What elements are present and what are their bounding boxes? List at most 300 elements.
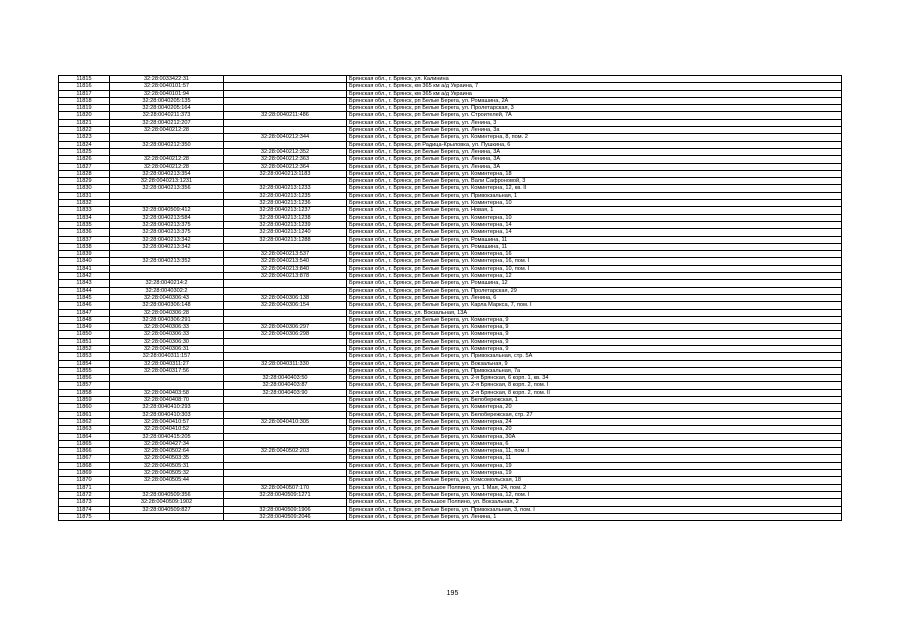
table-row [59,404,842,411]
object-number-cell [224,338,347,345]
table-row [59,353,842,360]
table-row [59,426,842,433]
row-number-cell: 11820 [59,112,110,119]
address-cell: Брянская обл., г. Брянск, рп Белые Берега, ул. Коминтерна, 6 [347,440,842,447]
address-cell: Брянская обл., г. Брянск, рп Белые Берега, ул. Привокзальная, 3, пом. I [347,506,842,513]
object-number-cell [224,462,347,469]
address-cell: Брянская обл., г. Брянск, рп Белые Берега, ул. Коминтерна, 9 [347,338,842,345]
object-number-cell: 32:28:0040213:1235 [224,192,347,199]
row-number-cell: 11822 [59,127,110,134]
address-cell: Брянская обл., г. Брянск, рп Белые Берега, ул. Вокзальная, 9 [347,360,842,367]
table-row [59,440,842,447]
object-number-cell: 32:28:0040502:203 [224,448,347,455]
address-cell: Брянская обл., г. Брянск, рп Белые Берега, ул. Коминтерна, 16 [347,251,842,258]
cadastral-number-cell: 32:28:0040306:148 [110,302,224,309]
object-number-cell: 32:28:0040306:138 [224,294,347,301]
address-cell: Брянская обл., г. Брянск, рп Белые Берега, ул. Ленина, 3А [347,156,842,163]
cadastral-number-cell: 32:28:0040213:352 [110,258,224,265]
table-row [59,112,842,119]
cadastral-number-cell: 32:28:0040212:28 [110,156,224,163]
address-cell: Брянская обл., г. Брянск, рп Белые Берега, ул. Коминтерна, 10 [347,214,842,221]
row-number-cell: 11862 [59,418,110,425]
object-number-cell [224,470,347,477]
cadastral-number-cell: 32:28:0040505:32 [110,470,224,477]
row-number-cell: 11859 [59,397,110,404]
row-number-cell: 11865 [59,440,110,447]
table-row [59,411,842,418]
row-number-cell: 11867 [59,455,110,462]
object-number-cell [224,119,347,126]
address-cell: Брянская обл., г. Брянск, рп Белые Берега, ул. Коминтерна, 8, пом. 2 [347,134,842,141]
registry-sheet [58,75,835,521]
object-number-cell [224,411,347,418]
table-row [59,273,842,280]
address-cell: Брянская обл., г. Брянск, рп Белые Берега, ул. 2-я Брянская, 8 корп. 2, пом. I [347,382,842,389]
cadastral-number-cell: 32:28:0040509:1902 [110,499,224,506]
table-row [59,229,842,236]
cadastral-number-cell: 32:28:0040311:27 [110,360,224,367]
row-number-cell: 11872 [59,491,110,498]
object-number-cell [224,345,347,352]
cadastral-number-cell: 32:28:0040212:207 [110,119,224,126]
table-row [59,119,842,126]
cadastral-number-cell: 32:28:0040408:70 [110,397,224,404]
address-cell: Брянская обл., г. Брянск, рп Белые Берега, ул. Коминтерна, 16, пом. I [347,258,842,265]
page-number: 195 [446,590,459,597]
address-cell: Брянская обл., г. Брянск, рп Белые Берега, ул. Ромашина, 12 [347,280,842,287]
cadastral-number-cell: 32:28:0040212:28 [110,127,224,134]
object-number-cell [224,105,347,112]
table-row [59,302,842,309]
table-row [59,280,842,287]
address-cell: Брянская обл., г. Брянск, рп Белые Берега, ул. Пролетарская, 3 [347,105,842,112]
cadastral-number-cell: 32:28:0040505:44 [110,477,224,484]
cadastral-number-cell: 32:28:0040306:33 [110,331,224,338]
row-number-cell: 11842 [59,273,110,280]
object-number-cell [224,455,347,462]
address-cell: Брянская обл., г. Брянск, рп Белые Берега, ул. Коминтерна, 9 [347,331,842,338]
cadastral-number-cell: 32:28:0040509:827 [110,506,224,513]
cadastral-number-cell [110,265,224,272]
object-number-cell: 32:28:0040306:154 [224,302,347,309]
object-number-cell [224,353,347,360]
cadastral-number-cell: 32:28:0040410:52 [110,426,224,433]
cadastral-number-cell: 32:28:0040410:293 [110,404,224,411]
cadastral-number-cell: 32:28:0040503:35 [110,455,224,462]
table-row [59,97,842,104]
table-row [59,338,842,345]
cadastral-number-cell: 32:28:0040306:33 [110,324,224,331]
table-row [59,178,842,185]
object-number-cell: 32:28:0040213:540 [224,258,347,265]
object-number-cell: 32:28:0040213:1183 [224,170,347,177]
row-number-cell: 11851 [59,338,110,345]
row-number-cell: 11829 [59,178,110,185]
object-number-cell [224,287,347,294]
address-cell: Брянская обл., г. Брянск, рп Белые Берега, ул. Вали Сафроновой, 3 [347,178,842,185]
address-cell: Брянская обл., г. Брянск, рп Белые Берега, ул. Ромашина, 11 [347,243,842,250]
address-cell: Брянская обл., г. Брянск, рп Белые Берега, ул. Карла Маркса, 7, пом. I [347,302,842,309]
table-row [59,418,842,425]
cadastral-number-cell [110,513,224,520]
cadastral-number-cell: 32:28:0040317:56 [110,367,224,374]
address-cell: Брянская обл., г. Брянск, рп Белые Берега, ул. Коминтерна, 20 [347,404,842,411]
table-row [59,258,842,265]
row-number-cell: 11819 [59,105,110,112]
cadastral-number-cell: 32:28:0040214:2 [110,280,224,287]
object-number-cell: 32:28:0040213:878 [224,273,347,280]
object-number-cell: 32:28:0040213:1238 [224,214,347,221]
table-row [59,470,842,477]
table-row [59,316,842,323]
cadastral-number-cell: 32:28:0040205:164 [110,105,224,112]
table-row [59,287,842,294]
cadastral-number-cell [110,251,224,258]
cadastral-number-cell: 32:28:0040509:412 [110,207,224,214]
table-row [59,375,842,382]
object-number-cell: 32:28:0040403:87 [224,382,347,389]
address-cell: Брянская обл., г. Брянск, рп Радица-Крыловка, ул. Пушкина, 6 [347,141,842,148]
row-number-cell: 11845 [59,294,110,301]
object-number-cell [224,426,347,433]
object-number-cell: 32:28:0040403:50 [224,375,347,382]
table-row [59,185,842,192]
object-number-cell: 32:28:0040306:298 [224,331,347,338]
row-number-cell: 11835 [59,221,110,228]
cadastral-number-cell: 32:28:0040502:64 [110,448,224,455]
address-cell: Брянская обл., г. Брянск, рп Белые Берега, ул. Коминтерна, 12 [347,273,842,280]
row-number-cell: 11815 [59,76,110,83]
address-cell: Брянская обл., г. Брянск, рп Белые Берега, ул. Ленина, 6 [347,294,842,301]
row-number-cell: 11844 [59,287,110,294]
row-number-cell: 11818 [59,97,110,104]
address-cell: Брянская обл., г. Брянск, рп Белые Берега, ул. Пролетарская, 29 [347,287,842,294]
object-number-cell: 32:28:0040212:363 [224,156,347,163]
cadastral-number-cell: 32:28:0040205:135 [110,97,224,104]
address-cell: Брянская обл., г. Брянск, км 365 км а/д Украина, 7 [347,83,842,90]
cadastral-number-cell: 32:28:0040213:375 [110,229,224,236]
row-number-cell: 11850 [59,331,110,338]
row-number-cell: 11836 [59,229,110,236]
table-row [59,83,842,90]
address-cell: Брянская обл., г. Брянск, рп Белые Берега, ул. Привокзальная, 7а [347,367,842,374]
cadastral-number-cell: 32:28:0040211:373 [110,112,224,119]
address-cell: Брянская обл., г. Брянск, рп Белые Берега, ул. Коминтерна, 9 [347,324,842,331]
object-number-cell: 32:28:0040509:2046 [224,513,347,520]
table-row [59,389,842,396]
cadastral-number-cell [110,134,224,141]
object-number-cell [224,97,347,104]
row-number-cell: 11866 [59,448,110,455]
cadastral-number-cell: 32:28:0040212:28 [110,163,224,170]
cadastral-number-cell: 32:28:0040415:205 [110,433,224,440]
object-number-cell [224,83,347,90]
cadastral-number-cell: 32:28:0040213:354 [110,170,224,177]
row-number-cell: 11825 [59,148,110,155]
table-row [59,455,842,462]
cadastral-number-cell: 32:28:0040213:342 [110,236,224,243]
row-number-cell: 11816 [59,83,110,90]
object-number-cell [224,309,347,316]
row-number-cell: 11824 [59,141,110,148]
cadastral-number-cell: 32:28:0040427:34 [110,440,224,447]
object-number-cell: 32:28:0040213:1288 [224,236,347,243]
table-row [59,294,842,301]
table-row [59,90,842,97]
address-cell: Брянская обл., г. Брянск, рп Белые Берега, ул. Коминтерна, 14 [347,221,842,228]
address-cell: Брянская обл., г. Брянск, рп Белые Берега, ул. Новая, 1 [347,207,842,214]
address-cell: Брянская обл., г. Брянск, рп Белые Берега, ул. Ленина, 1 [347,513,842,520]
table-row [59,76,842,83]
cadastral-number-cell: 32:28:0040213:584 [110,214,224,221]
address-cell: Брянская обл., г. Брянск, рп Белые Берега, ул. Ленина, 3А [347,163,842,170]
object-number-cell [224,280,347,287]
row-number-cell: 11823 [59,134,110,141]
address-cell: Брянская обл., г. Брянск, рп Белые Берега, ул. Коминтерна, 20 [347,426,842,433]
object-number-cell: 32:28:0040213:1240 [224,229,347,236]
row-number-cell: 11875 [59,513,110,520]
cadastral-number-cell: 32:28:0040410:303 [110,411,224,418]
cadastral-number-cell [110,148,224,155]
object-number-cell: 32:28:0040213:1233 [224,185,347,192]
row-number-cell: 11833 [59,207,110,214]
object-number-cell [224,141,347,148]
address-cell: Брянская обл., г. Брянск, рп Белые Берега, ул. Коминтерна, 9 [347,316,842,323]
object-number-cell: 32:28:0040403:90 [224,389,347,396]
address-cell: Брянская обл., г. Брянск, рп Белые Берега, ул. Коминтерна, 10 [347,200,842,207]
table-row [59,141,842,148]
address-cell: Брянская обл., г. Брянск, рп Белые Берега, ул. Привокзальная, 1 [347,192,842,199]
address-cell: Брянская обл., г. Брянск, рп Белые Берега, ул. Коминтерна, 18 [347,170,842,177]
row-number-cell: 11869 [59,470,110,477]
table-row [59,506,842,513]
row-number-cell: 11857 [59,382,110,389]
address-cell: Брянская обл., г. Брянск, рп Белые Берега, ул. Строителей, 7А [347,112,842,119]
address-cell: Брянская обл., г. Брянск, рп Белые Берега, ул. Ромашина, 11 [347,236,842,243]
row-number-cell: 11846 [59,302,110,309]
address-cell: Брянская обл., г. Брянск, рп Белые Берега, ул. 2-я Брянская, 6 корп. 1, кв. 34 [347,375,842,382]
row-number-cell: 11827 [59,163,110,170]
row-number-cell: 11852 [59,345,110,352]
object-number-cell: 32:28:0040213:1237 [224,207,347,214]
address-cell: Брянская обл., г. Брянск, рп Белые Берега, ул. Комсомольская, 18 [347,477,842,484]
row-number-cell: 11831 [59,192,110,199]
object-number-cell [224,499,347,506]
row-number-cell: 11863 [59,426,110,433]
address-cell: Брянская обл., г. Брянск, рп Белые Берега, ул. Коминтерна, 10, пом. I [347,265,842,272]
row-number-cell: 11847 [59,309,110,316]
cadastral-number-cell [110,484,224,491]
object-number-cell: 32:28:0040507:170 [224,484,347,491]
address-cell: Брянская обл., г. Брянск, рп Белые Берега, ул. Коминтерна, 9 [347,345,842,352]
address-cell: Брянская обл., г. Брянск, рп Белые Берега, ул. Белобережская, 1 [347,397,842,404]
cadastral-number-cell [110,192,224,199]
address-cell: Брянская обл., г. Брянск, рп Белые Берега, ул. Ленина, 3а [347,127,842,134]
table-row [59,462,842,469]
object-number-cell [224,397,347,404]
table-row [59,221,842,228]
row-number-cell: 11832 [59,200,110,207]
object-number-cell: 32:28:0040212:352 [224,148,347,155]
address-cell: Брянская обл., г. Брянск, км 365 км а/д Украина [347,90,842,97]
table-row [59,324,842,331]
cadastral-number-cell [110,273,224,280]
cadastral-number-cell: 32:28:0040509:356 [110,491,224,498]
object-number-cell [224,316,347,323]
table-row [59,105,842,112]
cadastral-number-cell: 32:28:0040213:375 [110,221,224,228]
cadastral-number-cell: 32:28:0040311:157 [110,353,224,360]
table-row [59,251,842,258]
row-number-cell: 11841 [59,265,110,272]
object-number-cell [224,440,347,447]
table-row [59,156,842,163]
cadastral-number-cell: 32:28:0040213:342 [110,243,224,250]
row-number-cell: 11853 [59,353,110,360]
row-number-cell: 11840 [59,258,110,265]
table-row [59,236,842,243]
registry-table [58,75,842,521]
object-number-cell [224,76,347,83]
row-number-cell: 11870 [59,477,110,484]
row-number-cell: 11874 [59,506,110,513]
cadastral-number-cell: 32:28:0040306:43 [110,294,224,301]
table-row [59,309,842,316]
object-number-cell [224,127,347,134]
object-number-cell [224,243,347,250]
address-cell: Брянская обл., г. Брянск, рп Белые Берега, ул. Белобережская, стр. 27 [347,411,842,418]
table-row [59,360,842,367]
row-number-cell: 11860 [59,404,110,411]
object-number-cell: 32:28:0040311:330 [224,360,347,367]
address-cell: Брянская обл., г. Брянск, рп Белые Берега, ул. Коминтерна, 14 [347,229,842,236]
object-number-cell: 32:28:0040213:1239 [224,221,347,228]
address-cell: Брянская обл., г. Брянск, рп Большое Полпино, ул. 1 Мая, 24, пом. 2 [347,484,842,491]
table-row [59,134,842,141]
row-number-cell: 11855 [59,367,110,374]
row-number-cell: 11864 [59,433,110,440]
cadastral-number-cell [110,200,224,207]
cadastral-number-cell: 32:28:0040306:28 [110,309,224,316]
row-number-cell: 11837 [59,236,110,243]
address-cell: Брянская обл., г. Брянск, рп Белые Берега, ул. Ленина, 3А [347,148,842,155]
table-row [59,331,842,338]
cadastral-number-cell: 32:28:0040213:1231 [110,178,224,185]
row-number-cell: 11871 [59,484,110,491]
row-number-cell: 11858 [59,389,110,396]
table-row [59,477,842,484]
table-row [59,243,842,250]
table-row [59,448,842,455]
row-number-cell: 11839 [59,251,110,258]
cadastral-number-cell: 32:28:0033422:31 [110,76,224,83]
cadastral-number-cell: 32:28:0040302:2 [110,287,224,294]
object-number-cell [224,367,347,374]
table-row [59,207,842,214]
object-number-cell: 32:28:0040410:305 [224,418,347,425]
cadastral-number-cell: 32:28:0040101:94 [110,90,224,97]
table-row [59,433,842,440]
table-row [59,513,842,520]
address-cell: Брянская обл., г. Брянск, ул. Вокзальная, 13А [347,309,842,316]
row-number-cell: 11834 [59,214,110,221]
cadastral-number-cell: 32:28:0040505:31 [110,462,224,469]
row-number-cell: 11843 [59,280,110,287]
row-number-cell: 11848 [59,316,110,323]
address-cell: Брянская обл., г. Брянск, рп Большое Полпино, ул. Вокзальная, 2 [347,499,842,506]
table-row [59,484,842,491]
row-number-cell: 11817 [59,90,110,97]
table-row [59,148,842,155]
object-number-cell: 32:28:0040212:344 [224,134,347,141]
row-number-cell: 11821 [59,119,110,126]
address-cell: Брянская обл., г. Брянск, рп Белые Берега, ул. Коминтерна, 24 [347,418,842,425]
table-row [59,170,842,177]
object-number-cell [224,90,347,97]
address-cell: Брянская обл., г. Брянск, рп Белые Берега, ул. Ромашина, 2А [347,97,842,104]
cadastral-number-cell [110,375,224,382]
table-row [59,345,842,352]
address-cell: Брянская обл., г. Брянск, рп Белые Берега, ул. Коминтерна, 19 [347,470,842,477]
registry-table-body [59,76,842,521]
object-number-cell: 32:28:0040213:840 [224,265,347,272]
object-number-cell: 32:28:0040212:364 [224,163,347,170]
table-row [59,200,842,207]
object-number-cell: 32:28:0040211:486 [224,112,347,119]
table-row [59,214,842,221]
object-number-cell [224,178,347,185]
address-cell: Брянская обл., г. Брянск, рп Белые Берега, ул. Коминтерна, 12, пом. I [347,491,842,498]
table-row [59,491,842,498]
address-cell: Брянская обл., г. Брянск, рп Белые Берега, ул. Коминтерна, 11, пом. I [347,448,842,455]
row-number-cell: 11873 [59,499,110,506]
cadastral-number-cell: 32:28:0040306:30 [110,338,224,345]
row-number-cell: 11826 [59,156,110,163]
address-cell: Брянская обл., г. Брянск, рп Белые Берега, ул. Коминтерна, 30А [347,433,842,440]
object-number-cell: 32:28:0040509:1271 [224,491,347,498]
table-row [59,367,842,374]
address-cell: Брянская обл., г. Брянск, рп Белые Берега, ул. Ленина, 3 [347,119,842,126]
object-number-cell [224,477,347,484]
row-number-cell: 11849 [59,324,110,331]
cadastral-number-cell: 32:28:0040212:350 [110,141,224,148]
row-number-cell: 11828 [59,170,110,177]
cadastral-number-cell: 32:28:0040306:291 [110,316,224,323]
address-cell: Брянская обл., г. Брянск, рп Белые Берега, ул. Привокзальная, стр. 5А [347,353,842,360]
row-number-cell: 11854 [59,360,110,367]
address-cell: Брянская обл., г. Брянск, рп Белые Берега, ул. Коминтерна, 11 [347,455,842,462]
cadastral-number-cell [110,382,224,389]
cadastral-number-cell: 32:28:0040213:356 [110,185,224,192]
row-number-cell: 11856 [59,375,110,382]
address-cell: Брянская обл., г. Брянск, рп Белые Берега, ул. Коминтерна, 12, кв. II [347,185,842,192]
object-number-cell: 32:28:0040509:1906 [224,506,347,513]
table-row [59,265,842,272]
address-cell: Брянская обл., г. Брянск, ул. Калинина [347,76,842,83]
object-number-cell [224,404,347,411]
row-number-cell: 11861 [59,411,110,418]
cadastral-number-cell: 32:28:0040306:31 [110,345,224,352]
cadastral-number-cell: 32:28:0040101:57 [110,83,224,90]
object-number-cell: 32:28:0040213:1236 [224,200,347,207]
table-row [59,499,842,506]
row-number-cell: 11868 [59,462,110,469]
address-cell: Брянская обл., г. Брянск, рп Белые Берега, ул. 2-я Брянская, 8 корп. 2, пом. II [347,389,842,396]
row-number-cell: 11838 [59,243,110,250]
address-cell: Брянская обл., г. Брянск, рп Белые Берега, ул. Коминтерна, 19 [347,462,842,469]
object-number-cell [224,433,347,440]
object-number-cell: 32:28:0040213:537 [224,251,347,258]
